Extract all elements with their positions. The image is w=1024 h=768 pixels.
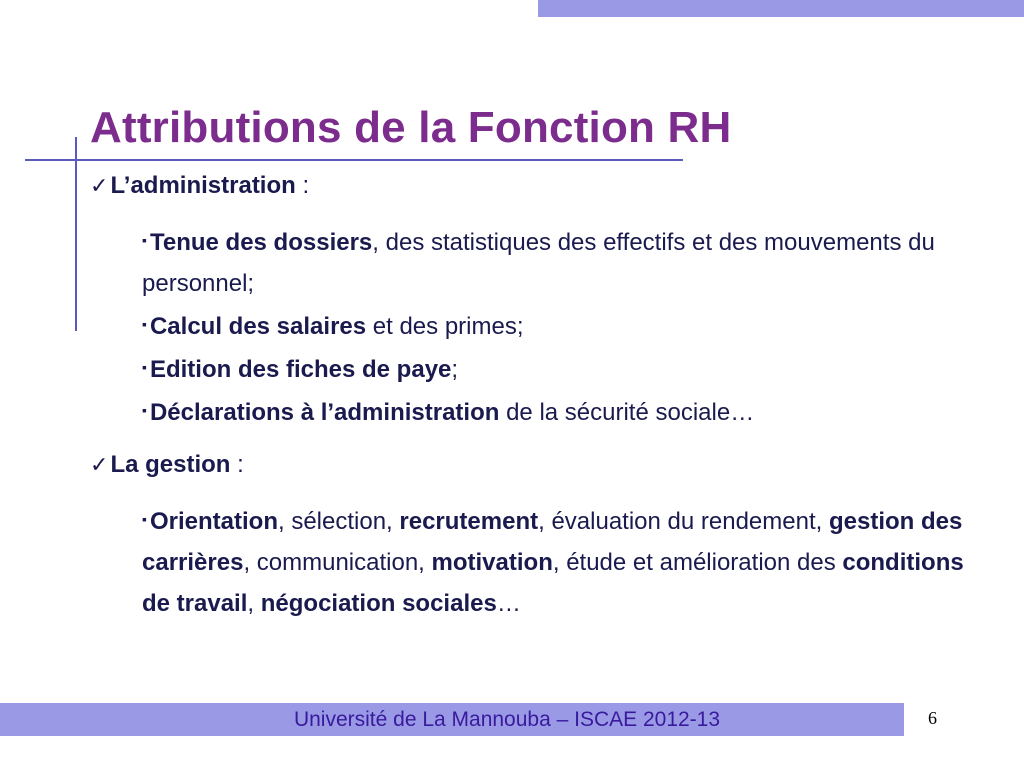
square-bullet-icon: ▪ [142, 232, 147, 248]
section-label: L’administration [110, 172, 296, 199]
square-bullet-icon: ▪ [142, 359, 147, 375]
section-label: La gestion [110, 451, 231, 478]
page-number: 6 [928, 708, 937, 728]
horizontal-rule [25, 159, 683, 161]
slide-content [90, 168, 990, 624]
checkmark-icon: ✓ [90, 173, 109, 198]
list-item: ▪ Calcul des salaires et des primes; [142, 313, 524, 340]
list-item: ▪ Edition des fiches de paye; [142, 356, 459, 383]
list-item: ▪ Déclarations à l’administration de la sécurité sociale… [142, 399, 755, 426]
slide-title: Attributions de la Fonction RH [90, 103, 732, 152]
checkmark-icon: ✓ [90, 452, 109, 477]
square-bullet-icon: ▪ [142, 316, 147, 332]
square-bullet-icon: ▪ [142, 402, 147, 418]
section-gestion: ✓La gestion : [90, 451, 244, 478]
top-accent-bar [538, 0, 1024, 17]
list-item: ▪ Tenue des dossiers, des statistiques des effectifs et des mouvements du personnel; [142, 229, 935, 297]
square-bullet-icon: ▪ [142, 511, 147, 527]
section-administration: ✓L’administration : [90, 172, 310, 199]
footer-bar [0, 703, 904, 736]
footer-text: Université de La Mannouba – ISCAE 2012-13 [293, 708, 721, 731]
list-item: ▪ Orientation, sélection, recrutement, évaluation du rendement, gestion des carrières, communication, motivation, étude et amélioration des conditions de travail, négociation sociales… [142, 508, 964, 617]
vertical-rule [75, 137, 77, 331]
